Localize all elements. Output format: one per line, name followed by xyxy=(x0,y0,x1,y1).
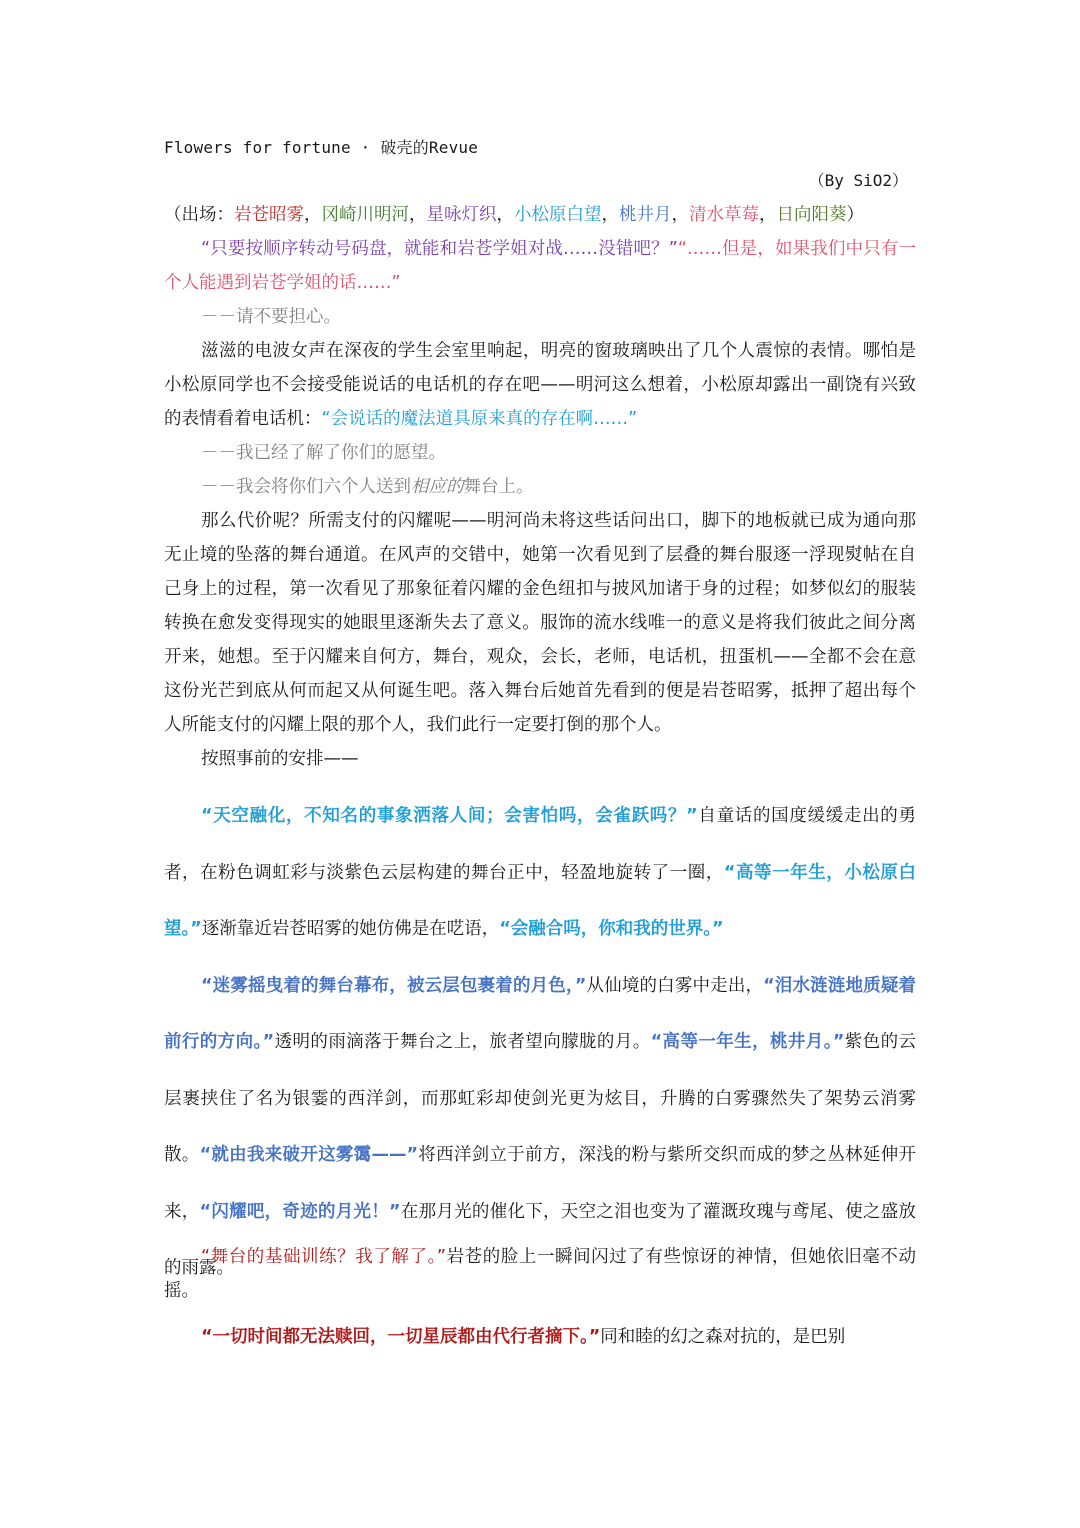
paragraph-phone xyxy=(164,334,916,436)
voice-text: －－我会将你们六个人送到 xyxy=(201,477,411,497)
quote-shiromi: “高等一年生，小松原白望。” xyxy=(164,862,916,939)
narration-text: 从仙境的白雾中走出， xyxy=(586,975,764,996)
phone-voice-1: －－请不要担心。 xyxy=(201,307,341,327)
cast-name-akiri: 岩苍昭雾 xyxy=(234,205,304,225)
quote-shiromi: “会说话的魔法道具原来真的存在啊……” xyxy=(321,409,638,429)
quote-shiromi: “会融合吗，你和我的世界。” xyxy=(499,919,724,939)
cast-sep: ， xyxy=(409,205,427,225)
quote-tsuki: “迷雾摇曳着的舞台幕布，被云层包裹着的月色，” xyxy=(201,975,587,996)
narration-text: 在那月光的催化下，天空之泪也变为了灌溉玫瑰与鸢尾、使之盛放的雨露。 xyxy=(164,1201,916,1278)
quote-tsuki: “就由我来破开这雾霭——” xyxy=(199,1145,418,1165)
document-page xyxy=(164,132,916,1354)
cast-suffix: ） xyxy=(846,205,864,225)
cast-sep: ， xyxy=(601,205,619,225)
cast-name-tsuki: 桃井月 xyxy=(619,205,672,225)
cast-name-hiori: 星咏灯织 xyxy=(426,205,497,225)
narration-text: 将西洋剑立于前方，深浅的粉与紫所交织而成的梦之丛林延伸开来， xyxy=(164,1145,916,1222)
quote-tsuki: “泪水涟涟地质疑着前行的方向。” xyxy=(164,975,916,1052)
narration-text: 透明的雨滴落于舞台之上，旅者望向朦胧的月。 xyxy=(274,1032,651,1052)
cast-prefix: （出场： xyxy=(164,205,234,225)
narration-text: 岩苍的脸上一瞬间闪过了有些惊讶的神情，但她依旧毫不动摇。 xyxy=(164,1246,917,1301)
narration-text: 逐渐靠近岩苍昭雾的她仿佛是在呓语， xyxy=(201,919,500,939)
cast-name-shiromi: 小松原白望 xyxy=(514,205,602,225)
quote-hiori: “只要按顺序转动号码盘，就能和岩苍学姐对战……没错吧？” xyxy=(201,239,678,259)
cast-sep: ， xyxy=(759,205,777,225)
cast-sep: ， xyxy=(671,205,689,225)
cast-list xyxy=(164,198,916,232)
phone-voice-3 xyxy=(164,470,916,504)
quote-shiromi: “天空融化，不知名的事象洒落人间；会害怕吗，会雀跃吗？” xyxy=(201,806,698,826)
document-title: Flowers for fortune · 破壳的Revue xyxy=(164,138,479,157)
cast-sep: ， xyxy=(304,205,322,225)
narration-text: 自童话的国度缓缓走出的勇者，在粉色调虹彩与淡紫色云层构建的舞台正中，轻盈地旋转了一圈， xyxy=(164,806,916,883)
quote-tsuki: “闪耀吧，奇迹的月光！” xyxy=(199,1201,401,1222)
paragraph-akiri-reply xyxy=(164,1240,916,1308)
paragraph-shiromi xyxy=(164,788,916,958)
narration-text: 紫色的云层裹挟住了名为银霎的西洋剑，而那虹彩却使剑光更为炫目，升腾的白雾骤然失了架势云消雾散。 xyxy=(164,1032,916,1165)
cast-name-himawari: 日向阳葵 xyxy=(776,205,847,225)
paragraph-akiri-attack xyxy=(164,1320,916,1354)
quote-akiri: “舞台的基础训练？我了解了。” xyxy=(201,1246,446,1267)
author-byline: （By SiO2） xyxy=(808,171,908,190)
paragraph-arrangement: 按照事前的安排—— xyxy=(201,749,359,769)
paragraph-dialogue-1 xyxy=(164,232,916,300)
phone-voice-2: －－我已经了解了你们的愿望。 xyxy=(201,443,446,463)
narration-text: 同和睦的幻之森对抗的，是巴别 xyxy=(600,1326,846,1347)
narration-text: 滋滋的电波女声在深夜的学生会室里响起，明亮的窗玻璃映出了几个人震惊的表情。哪怕是小松原同学也不会接受能说话的电话机的存在吧——明河这么想着，小松原却露出一副饶有兴致的表情看着电话机： xyxy=(164,341,916,429)
quote-ichigo: “……但是，如果我们中只有一个人能遇到岩苍学姐的话……” xyxy=(164,239,916,293)
cast-name-ichigo: 清水草莓 xyxy=(689,205,759,225)
emphasis-text: 相应的 xyxy=(411,477,464,497)
cast-sep: ， xyxy=(496,205,514,225)
quote-tsuki: “高等一年生，桃井月。” xyxy=(650,1032,845,1052)
voice-text: 舞台上。 xyxy=(463,477,534,497)
cast-name-meiga: 冈崎川明河 xyxy=(321,205,409,225)
paragraph-narration: 那么代价呢？所需支付的闪耀呢——明河尚未将这些话问出口，脚下的地板就已成为通向那无止境的坠落的舞台通道。在风声的交错中，她第一次看见到了层叠的舞台服逐一浮现熨帖在自己身上的过程，第一次看见了那象征着闪耀的金色纽扣与披风加诸于身的过程；如梦似幻的服装转换在愈发变得现实的她眼里逐渐失去了意义。服饰的流水线唯一的意义是将我们彼此之间分离开来，她想。至于闪耀来自何方，舞台，观众，会长，老师，电话机，扭蛋机——全都不会在意这份光芒到底从何而起又从何诞生吧。落入舞台后她首先看到的便是岩苍昭雾，抵押了超出每个人所能支付的闪耀上限的那个人，我们此行一定要打倒的那个人。 xyxy=(164,511,916,735)
quote-akiri: “一切时间都无法赎回，一切星辰都由代行者摘下。” xyxy=(201,1326,601,1347)
